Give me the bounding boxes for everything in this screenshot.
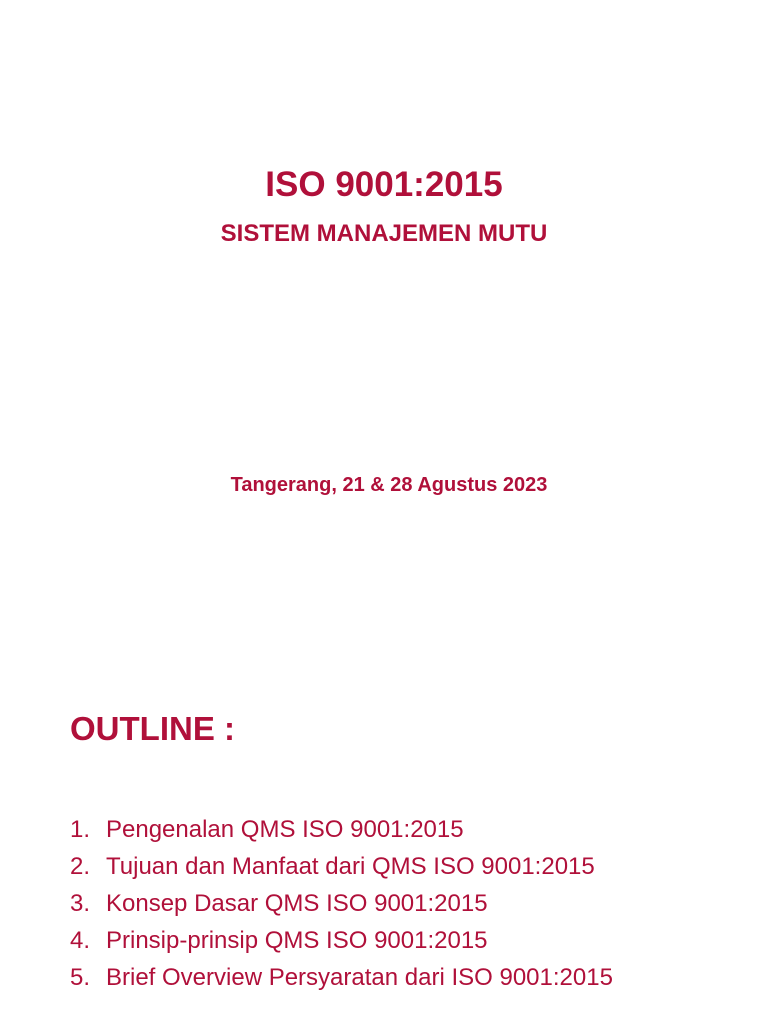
document-title: ISO 9001:2015 — [265, 165, 503, 204]
list-item — [70, 922, 613, 959]
list-item-number: 1. — [70, 816, 91, 843]
list-item-text: Brief Overview Persyaratan dari ISO 9001:2015 — [106, 964, 613, 991]
list-item-text: Prinsip-prinsip QMS ISO 9001:2015 — [106, 927, 488, 954]
list-item — [70, 959, 613, 996]
list-item — [70, 885, 613, 922]
list-item — [70, 848, 613, 885]
list-item-text: Pengenalan QMS ISO 9001:2015 — [106, 816, 464, 843]
list-item-text: Tujuan dan Manfaat dari QMS ISO 9001:2015 — [106, 853, 595, 880]
document-date: Tangerang, 21 & 28 Agustus 2023 — [230, 474, 548, 496]
list-item-number: 2. — [70, 853, 91, 880]
list-item-number: 5. — [70, 964, 91, 991]
outline-list — [70, 811, 613, 996]
list-item — [70, 811, 613, 848]
list-item-text: Konsep Dasar QMS ISO 9001:2015 — [106, 890, 488, 917]
list-item-number: 3. — [70, 890, 91, 917]
list-item-number: 4. — [70, 927, 91, 954]
document-subtitle: SISTEM MANAJEMEN MUTU — [220, 220, 548, 247]
outline-heading: OUTLINE : — [70, 710, 235, 747]
